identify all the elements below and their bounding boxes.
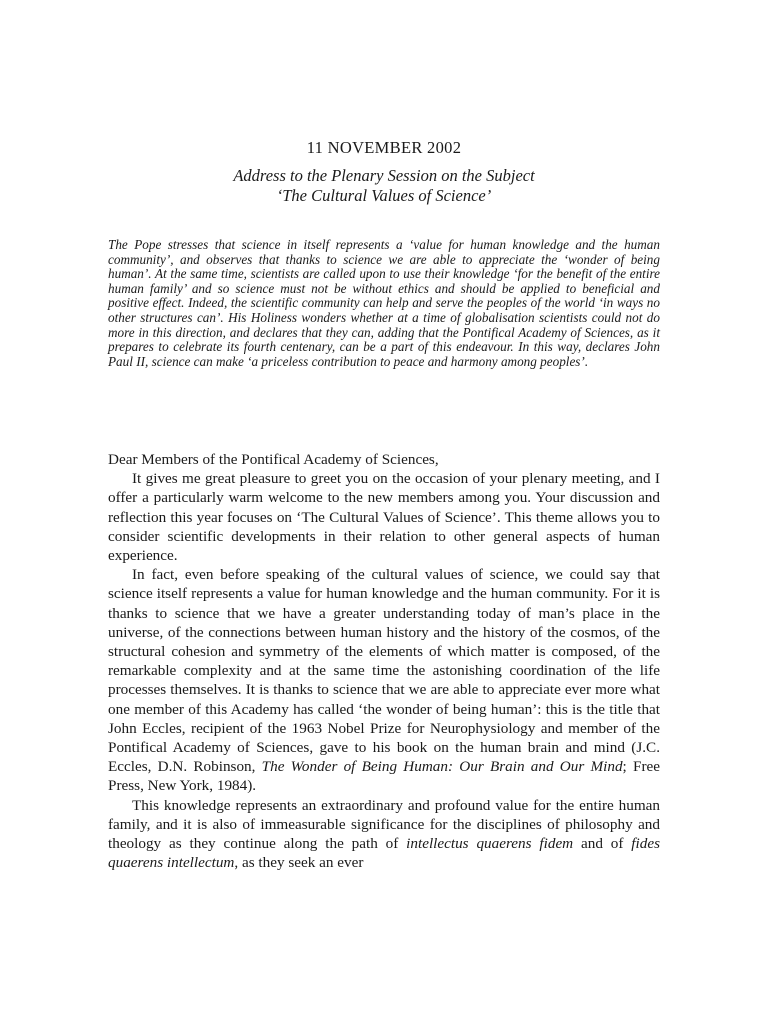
paragraph-3: [108, 796, 660, 873]
address-body: [108, 450, 660, 872]
book-title: The Wonder of Being Human: Our Brain and Our Mind: [261, 758, 623, 776]
abstract-summary: The Pope stresses that science in itself represents a ‘value for human knowledge and the human community’, and observes that thanks to science we are able to appreciate the ‘wonder of being human’. At the same time, scientists are called upon to use their knowledge ‘for the benefit of the entire human family’ and so science must not be without ethics and should be applied to beneficial and positive effect. Indeed, the scientific community can help and serve the peoples of the world ‘in ways no other structures can’. His Holiness wonders whether at a time of globalisation scientists could not do more in this direction, and declares that they can, adding that the Pontifical Academy of Sciences, as it prepares to celebrate its fourth centenary, can be a part of this endeavour. In this way, declares John Paul II, science can make ‘a priceless contribution to peace and harmony among peoples’.: [108, 237, 660, 369]
paragraph-2-text-a: In fact, even before speaking of the cultural values of science, we could say that science itself represents a value for human knowledge and the human community. For it is thanks to science that we have a greater understanding today of man’s place in the universe, of the connections between human history and the history of the cosmos, of the structural cohesion and symmetry of the elements of which matter is composed, of the remarkable complexity and at the same time the astonishing coordination of the life processes themselves. It is thanks to science that we are able to appreciate ever more what one member of this Academy has called ‘the wonder of being human’: this is the title that John Eccles, recipient of the 1963 Nobel Prize for Neurophysiology and member of the Pontifical Academy of Sciences, gave to his book on the human brain and mind (J.C. Eccles, D.N. Robinson,: [108, 566, 660, 776]
address-title-line-1: Address to the Plenary Session on the Subject: [233, 166, 535, 185]
address-date: 11 NOVEMBER 2002: [306, 138, 462, 157]
paragraph-3-text-b: and of: [573, 835, 632, 853]
address-title: [108, 166, 660, 206]
paragraph-1: It gives me great pleasure to greet you on the occasion of your plenary meeting, and I offer a particularly warm welcome to the new members among you. Your discussion and reflection this year focuses on ‘The Cultural Values of Science’. This theme allows you to consider scientific developments in their relation to other general aspects of human experience.: [108, 470, 660, 565]
address-title-line-2: ‘The Cultural Values of Science’: [276, 186, 492, 205]
paragraph-2-text-b: ; Free Press, New York, 1984).: [108, 758, 660, 795]
salutation: Dear Members of the Pontifical Academy of Sciences,: [108, 451, 439, 468]
paragraph-3-text-a: This knowledge represents an extraordinary and profound value for the entire human family, and it is also of immeasurable significance for the disciplines of philosophy and theology as they continue along the path of: [108, 796, 660, 853]
latin-phrase-2: fides quaerens intellectum: [108, 835, 660, 872]
latin-phrase-1: intellectus quaerens fidem: [406, 835, 574, 853]
paragraph-3-text-c: , as they seek an ever: [234, 854, 364, 872]
paragraph-2: [108, 565, 660, 795]
